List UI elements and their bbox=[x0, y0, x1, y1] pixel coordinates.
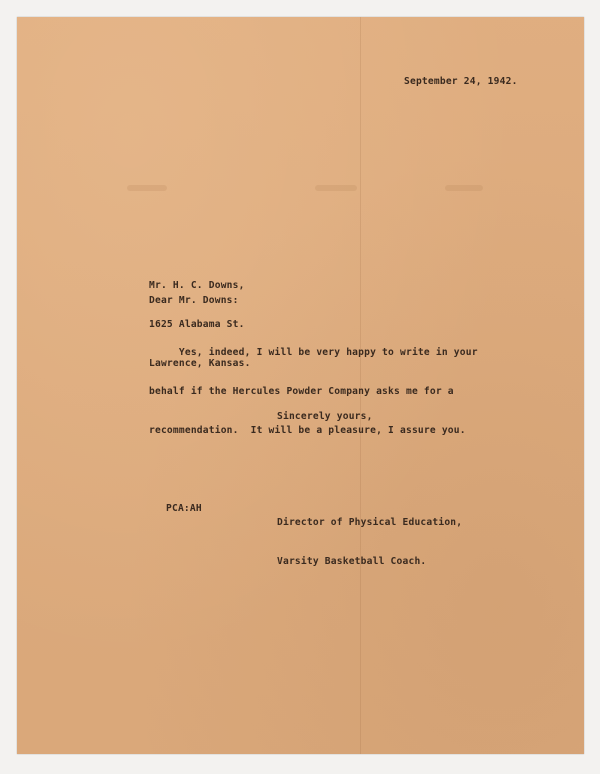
letter-body bbox=[149, 320, 478, 463]
signature-block bbox=[277, 490, 462, 594]
address-line: Lawrence, Kansas. bbox=[149, 358, 251, 369]
faint-letterhead-mark bbox=[445, 185, 483, 191]
body-line: recommendation. It will be a pleasure, I assure you. bbox=[149, 425, 466, 436]
salutation: Dear Mr. Downs: bbox=[149, 295, 239, 306]
signature-line: Director of Physical Education, bbox=[277, 517, 463, 528]
typist-initials: PCA:AH bbox=[166, 503, 202, 514]
faint-letterhead-mark bbox=[127, 185, 167, 191]
closing: Sincerely yours, bbox=[277, 411, 373, 422]
address-line: 1625 Alabama St. bbox=[149, 319, 245, 330]
address-line: Mr. H. C. Downs, bbox=[149, 280, 245, 291]
letter-paper bbox=[17, 17, 584, 754]
faint-letterhead-mark bbox=[315, 185, 357, 191]
signature-line: Varsity Basketball Coach. bbox=[277, 556, 427, 567]
body-line: Yes, indeed, I will be very happy to write in your bbox=[149, 347, 478, 358]
body-line: behalf if the Hercules Powder Company asks me for a bbox=[149, 386, 454, 397]
letter-date: September 24, 1942. bbox=[404, 76, 518, 87]
